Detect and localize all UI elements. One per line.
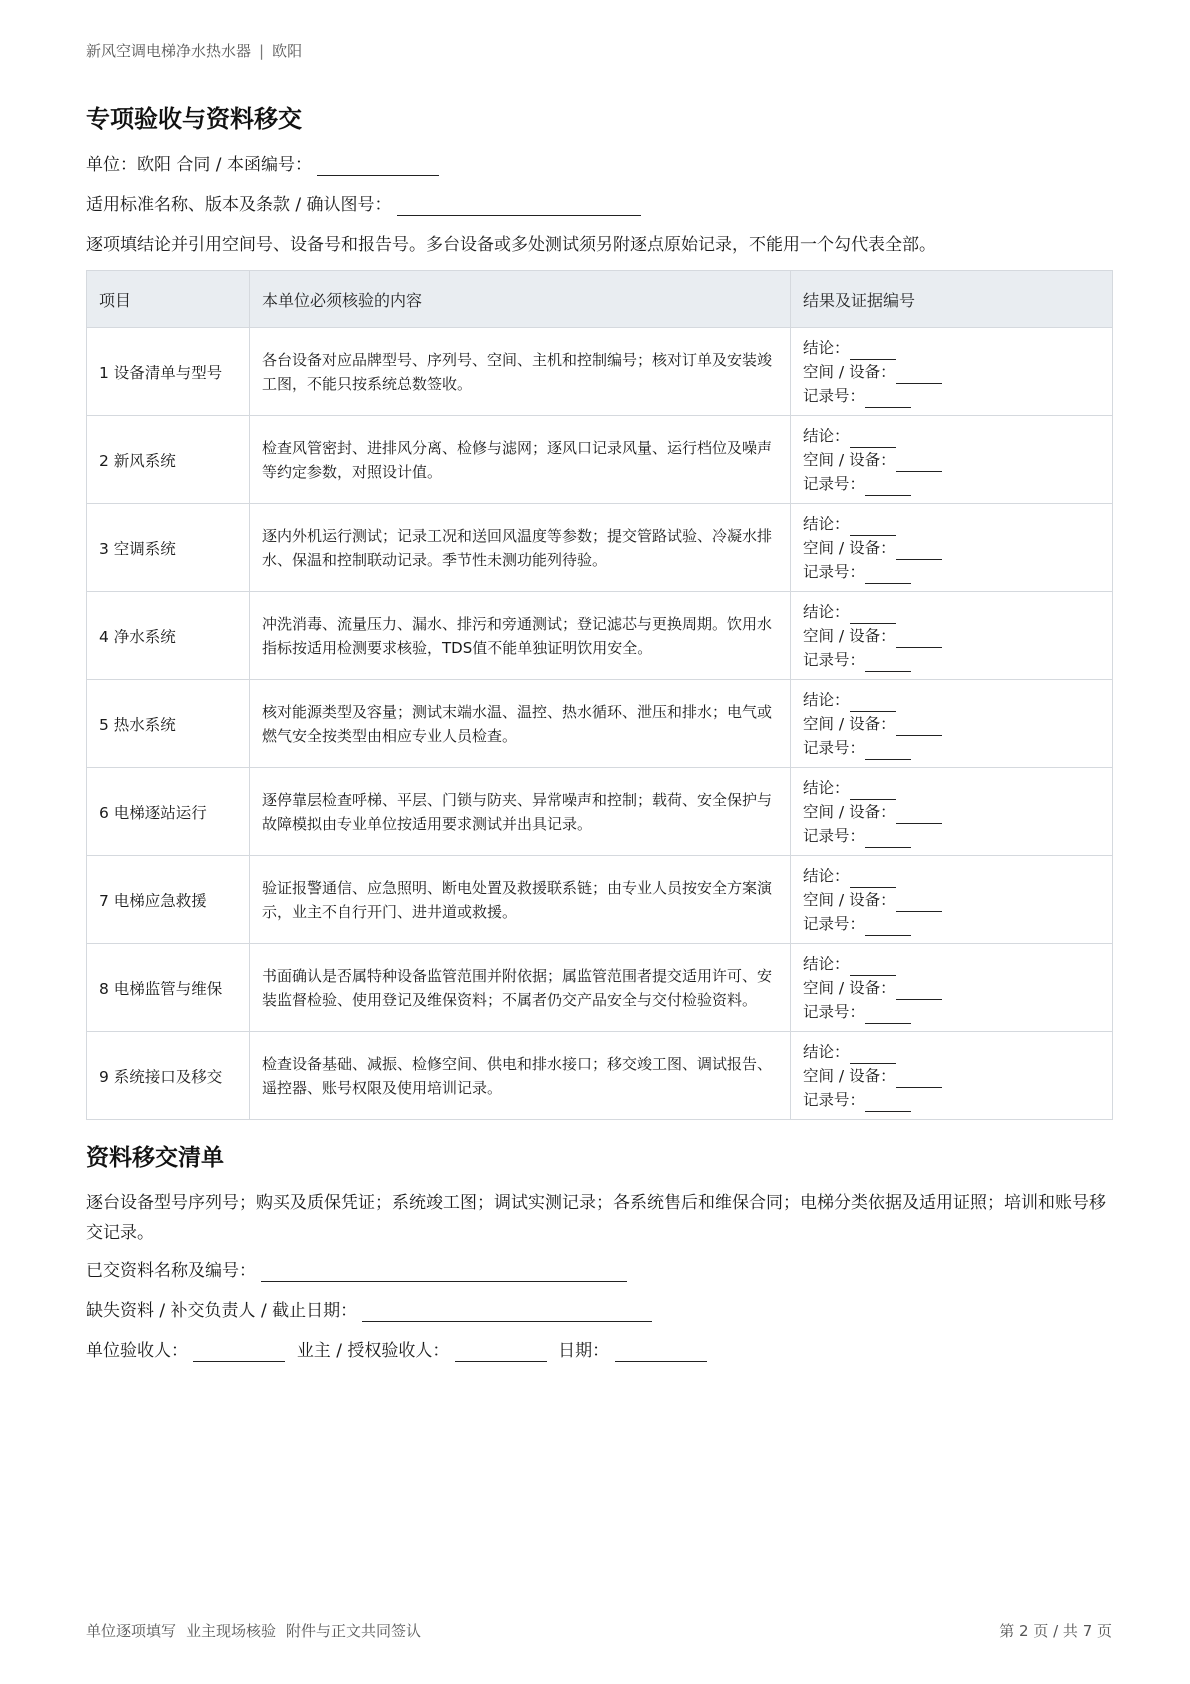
space-device-blank[interactable] [896, 895, 942, 912]
result-field [803, 976, 1100, 1000]
result-label: 空间 / 设备： [803, 978, 896, 997]
row-item: 8 电梯监管与维保 [87, 944, 250, 1032]
result-field [803, 824, 1100, 848]
table-row [87, 944, 1113, 1032]
result-field [803, 360, 1100, 384]
conclusion-blank[interactable] [850, 783, 896, 800]
record-number-blank[interactable] [865, 655, 911, 672]
result-field [803, 536, 1100, 560]
record-number-blank[interactable] [865, 1095, 911, 1112]
header-result: 结果及证据编号 [791, 271, 1113, 328]
record-number-blank[interactable] [865, 743, 911, 760]
row-content: 核对能源类型及容量；测试末端水温、温控、热水循环、泄压和排水；电气或燃气安全按类型由相应专业人员检查。 [250, 680, 791, 768]
result-field [803, 448, 1100, 472]
main-content [86, 102, 1112, 1380]
footer-note-1: 单位逐项填写 [86, 1622, 177, 1640]
result-field [803, 712, 1100, 736]
row-item: 1 设备清单与型号 [87, 328, 250, 416]
result-field [803, 600, 1100, 624]
result-label: 记录号： [803, 826, 866, 845]
result-field [803, 736, 1100, 760]
result-label: 空间 / 设备： [803, 362, 896, 381]
conclusion-blank[interactable] [850, 959, 896, 976]
result-label: 记录号： [803, 914, 866, 933]
row-content: 检查风管密封、进排风分离、检修与滤网；逐风口记录风量、运行档位及噪声等约定参数，对照设计值。 [250, 416, 791, 504]
date-label: 日期： [558, 1341, 610, 1361]
conclusion-blank[interactable] [850, 695, 896, 712]
record-number-blank[interactable] [865, 1007, 911, 1024]
result-label: 记录号： [803, 1002, 866, 1021]
conclusion-blank[interactable] [850, 431, 896, 448]
result-field [803, 1000, 1100, 1024]
conclusion-blank[interactable] [850, 1047, 896, 1064]
handed-label: 已交资料名称及编号： [86, 1261, 256, 1281]
result-field [803, 472, 1100, 496]
header-title: 新风空调电梯净水热水器 [86, 42, 252, 60]
row-content: 各台设备对应品牌型号、序列号、空间、主机和控制编号；核对订单及安装竣工图，不能只按系统总数签收。 [250, 328, 791, 416]
space-device-blank[interactable] [896, 455, 942, 472]
row-item: 3 空调系统 [87, 504, 250, 592]
space-device-blank[interactable] [896, 367, 942, 384]
result-label: 空间 / 设备： [803, 890, 896, 909]
result-label: 结论： [803, 602, 850, 621]
table-row [87, 592, 1113, 680]
owner-signer-label: 业主 / 授权验收人： [296, 1341, 450, 1361]
result-label: 结论： [803, 690, 850, 709]
page-header [86, 40, 302, 61]
space-device-blank[interactable] [896, 807, 942, 824]
row-result [791, 416, 1113, 504]
conclusion-blank[interactable] [850, 343, 896, 360]
conclusion-blank[interactable] [850, 871, 896, 888]
result-label: 空间 / 设备： [803, 1066, 896, 1085]
result-label: 空间 / 设备： [803, 450, 896, 469]
missing-blank[interactable] [362, 1303, 652, 1322]
footer-note-2: 业主现场核验 [186, 1622, 277, 1640]
table-row [87, 768, 1113, 856]
record-number-blank[interactable] [865, 831, 911, 848]
table-body [87, 328, 1113, 1120]
result-field [803, 776, 1100, 800]
header-item: 项目 [87, 271, 250, 328]
result-label: 结论： [803, 1042, 850, 1061]
contract-number-line [86, 154, 1112, 176]
result-field [803, 688, 1100, 712]
handover-text: 逐台设备型号序列号；购买及质保凭证；系统竣工图；调试实测记录；各系统售后和维保合同；电梯分类依据及适用证照；培训和账号移交记录。 [86, 1193, 1106, 1243]
row-result [791, 1032, 1113, 1120]
result-field [803, 864, 1100, 888]
footer-left [86, 1620, 431, 1641]
row-item: 5 热水系统 [87, 680, 250, 768]
table-row [87, 504, 1113, 592]
result-label: 结论： [803, 778, 850, 797]
result-label: 结论： [803, 866, 850, 885]
result-label: 记录号： [803, 474, 866, 493]
row-result [791, 768, 1113, 856]
result-label: 记录号： [803, 1090, 866, 1109]
owner-signer-blank[interactable] [455, 1343, 547, 1362]
conclusion-blank[interactable] [850, 519, 896, 536]
result-field [803, 952, 1100, 976]
result-field [803, 888, 1100, 912]
footer-note-3: 附件与正文共同签认 [286, 1622, 422, 1640]
header-unit: 欧阳 [272, 42, 303, 60]
row-content: 逐停靠层检查呼梯、平层、门锁与防夹、异常噪声和控制；载荷、安全保护与故障模拟由专业单位按适用要求测试并出具记录。 [250, 768, 791, 856]
signature-line [86, 1340, 1112, 1362]
row-result [791, 944, 1113, 1032]
handover-title: 资料移交清单 [86, 1145, 224, 1171]
record-number-blank[interactable] [865, 567, 911, 584]
row-item: 2 新风系统 [87, 416, 250, 504]
space-device-blank[interactable] [896, 631, 942, 648]
space-device-blank[interactable] [896, 983, 942, 1000]
row-content: 检查设备基础、减振、检修空间、供电和排水接口；移交竣工图、调试报告、遥控器、账号权限及使用培训记录。 [250, 1032, 791, 1120]
result-field [803, 560, 1100, 584]
result-label: 结论： [803, 338, 850, 357]
page-number: 第 2 页 / 共 7 页 [999, 1622, 1112, 1640]
result-field [803, 1088, 1100, 1112]
standard-blank[interactable] [397, 197, 641, 216]
missing-line [86, 1300, 1112, 1322]
table-row [87, 680, 1113, 768]
row-content: 验证报警通信、应急照明、断电处置及救援联系链；由专业人员按安全方案演示，业主不自行开门、进井道或救援。 [250, 856, 791, 944]
result-label: 记录号： [803, 738, 866, 757]
row-content: 书面确认是否属特种设备监管范围并附依据；属监管范围者提交适用许可、安装监督检验、使用登记及维保资料；不属者仍交产品安全与交付检验资料。 [250, 944, 791, 1032]
row-item: 7 电梯应急救援 [87, 856, 250, 944]
result-label: 记录号： [803, 562, 866, 581]
result-field [803, 800, 1100, 824]
result-label: 空间 / 设备： [803, 626, 896, 645]
result-field [803, 512, 1100, 536]
result-field [803, 648, 1100, 672]
result-field [803, 424, 1100, 448]
result-label: 结论： [803, 426, 850, 445]
result-field [803, 624, 1100, 648]
row-item: 4 净水系统 [87, 592, 250, 680]
result-label: 记录号： [803, 650, 866, 669]
table-row [87, 1032, 1113, 1120]
row-item: 6 电梯逐站运行 [87, 768, 250, 856]
contract-number-blank[interactable] [317, 157, 439, 176]
result-label: 结论： [803, 954, 850, 973]
handed-line [86, 1260, 1112, 1282]
result-label: 空间 / 设备： [803, 538, 896, 557]
missing-label: 缺失资料 / 补交负责人 / 截止日期： [86, 1301, 358, 1321]
table-header-row [87, 271, 1113, 328]
row-result [791, 328, 1113, 416]
header-separator: | [259, 42, 265, 60]
table-row [87, 328, 1113, 416]
unit-signer-label: 单位验收人： [86, 1341, 188, 1361]
space-device-blank[interactable] [896, 719, 942, 736]
row-result [791, 856, 1113, 944]
acceptance-table [86, 270, 1113, 1120]
record-number-blank[interactable] [865, 479, 911, 496]
row-content: 冲洗消毒、流量压力、漏水、排污和旁通测试；登记滤芯与更换周期。饮用水指标按适用检测要求核验，TDS值不能单独证明饮用安全。 [250, 592, 791, 680]
intro-text: 逐项填结论并引用空间号、设备号和报告号。多台设备或多处测试须另附逐点原始记录，不能用一个勾代表全部。 [86, 235, 936, 255]
result-field [803, 912, 1100, 936]
row-result [791, 680, 1113, 768]
contract-number-label: 单位：欧阳 合同 / 本函编号： [86, 155, 312, 175]
result-label: 空间 / 设备： [803, 714, 896, 733]
result-field [803, 1064, 1100, 1088]
space-device-blank[interactable] [896, 1071, 942, 1088]
result-label: 空间 / 设备： [803, 802, 896, 821]
result-label: 结论： [803, 514, 850, 533]
standard-line [86, 194, 1112, 216]
record-number-blank[interactable] [865, 391, 911, 408]
row-item: 9 系统接口及移交 [87, 1032, 250, 1120]
table-row [87, 416, 1113, 504]
header-content: 本单位必须核验的内容 [250, 271, 791, 328]
record-number-blank[interactable] [865, 919, 911, 936]
result-label: 记录号： [803, 386, 866, 405]
date-blank[interactable] [615, 1343, 707, 1362]
standard-label: 适用标准名称、版本及条款 / 确认图号： [86, 195, 392, 215]
table-row [87, 856, 1113, 944]
space-device-blank[interactable] [896, 543, 942, 560]
conclusion-blank[interactable] [850, 607, 896, 624]
row-result [791, 504, 1113, 592]
unit-signer-blank[interactable] [193, 1343, 285, 1362]
result-field [803, 336, 1100, 360]
result-field [803, 1040, 1100, 1064]
result-field [803, 384, 1100, 408]
row-result [791, 592, 1113, 680]
row-content: 逐内外机运行测试；记录工况和送回风温度等参数；提交管路试验、冷凝水排水、保温和控制联动记录。季节性未测功能列待验。 [250, 504, 791, 592]
handed-blank[interactable] [261, 1263, 627, 1282]
section-title: 专项验收与资料移交 [86, 105, 302, 133]
